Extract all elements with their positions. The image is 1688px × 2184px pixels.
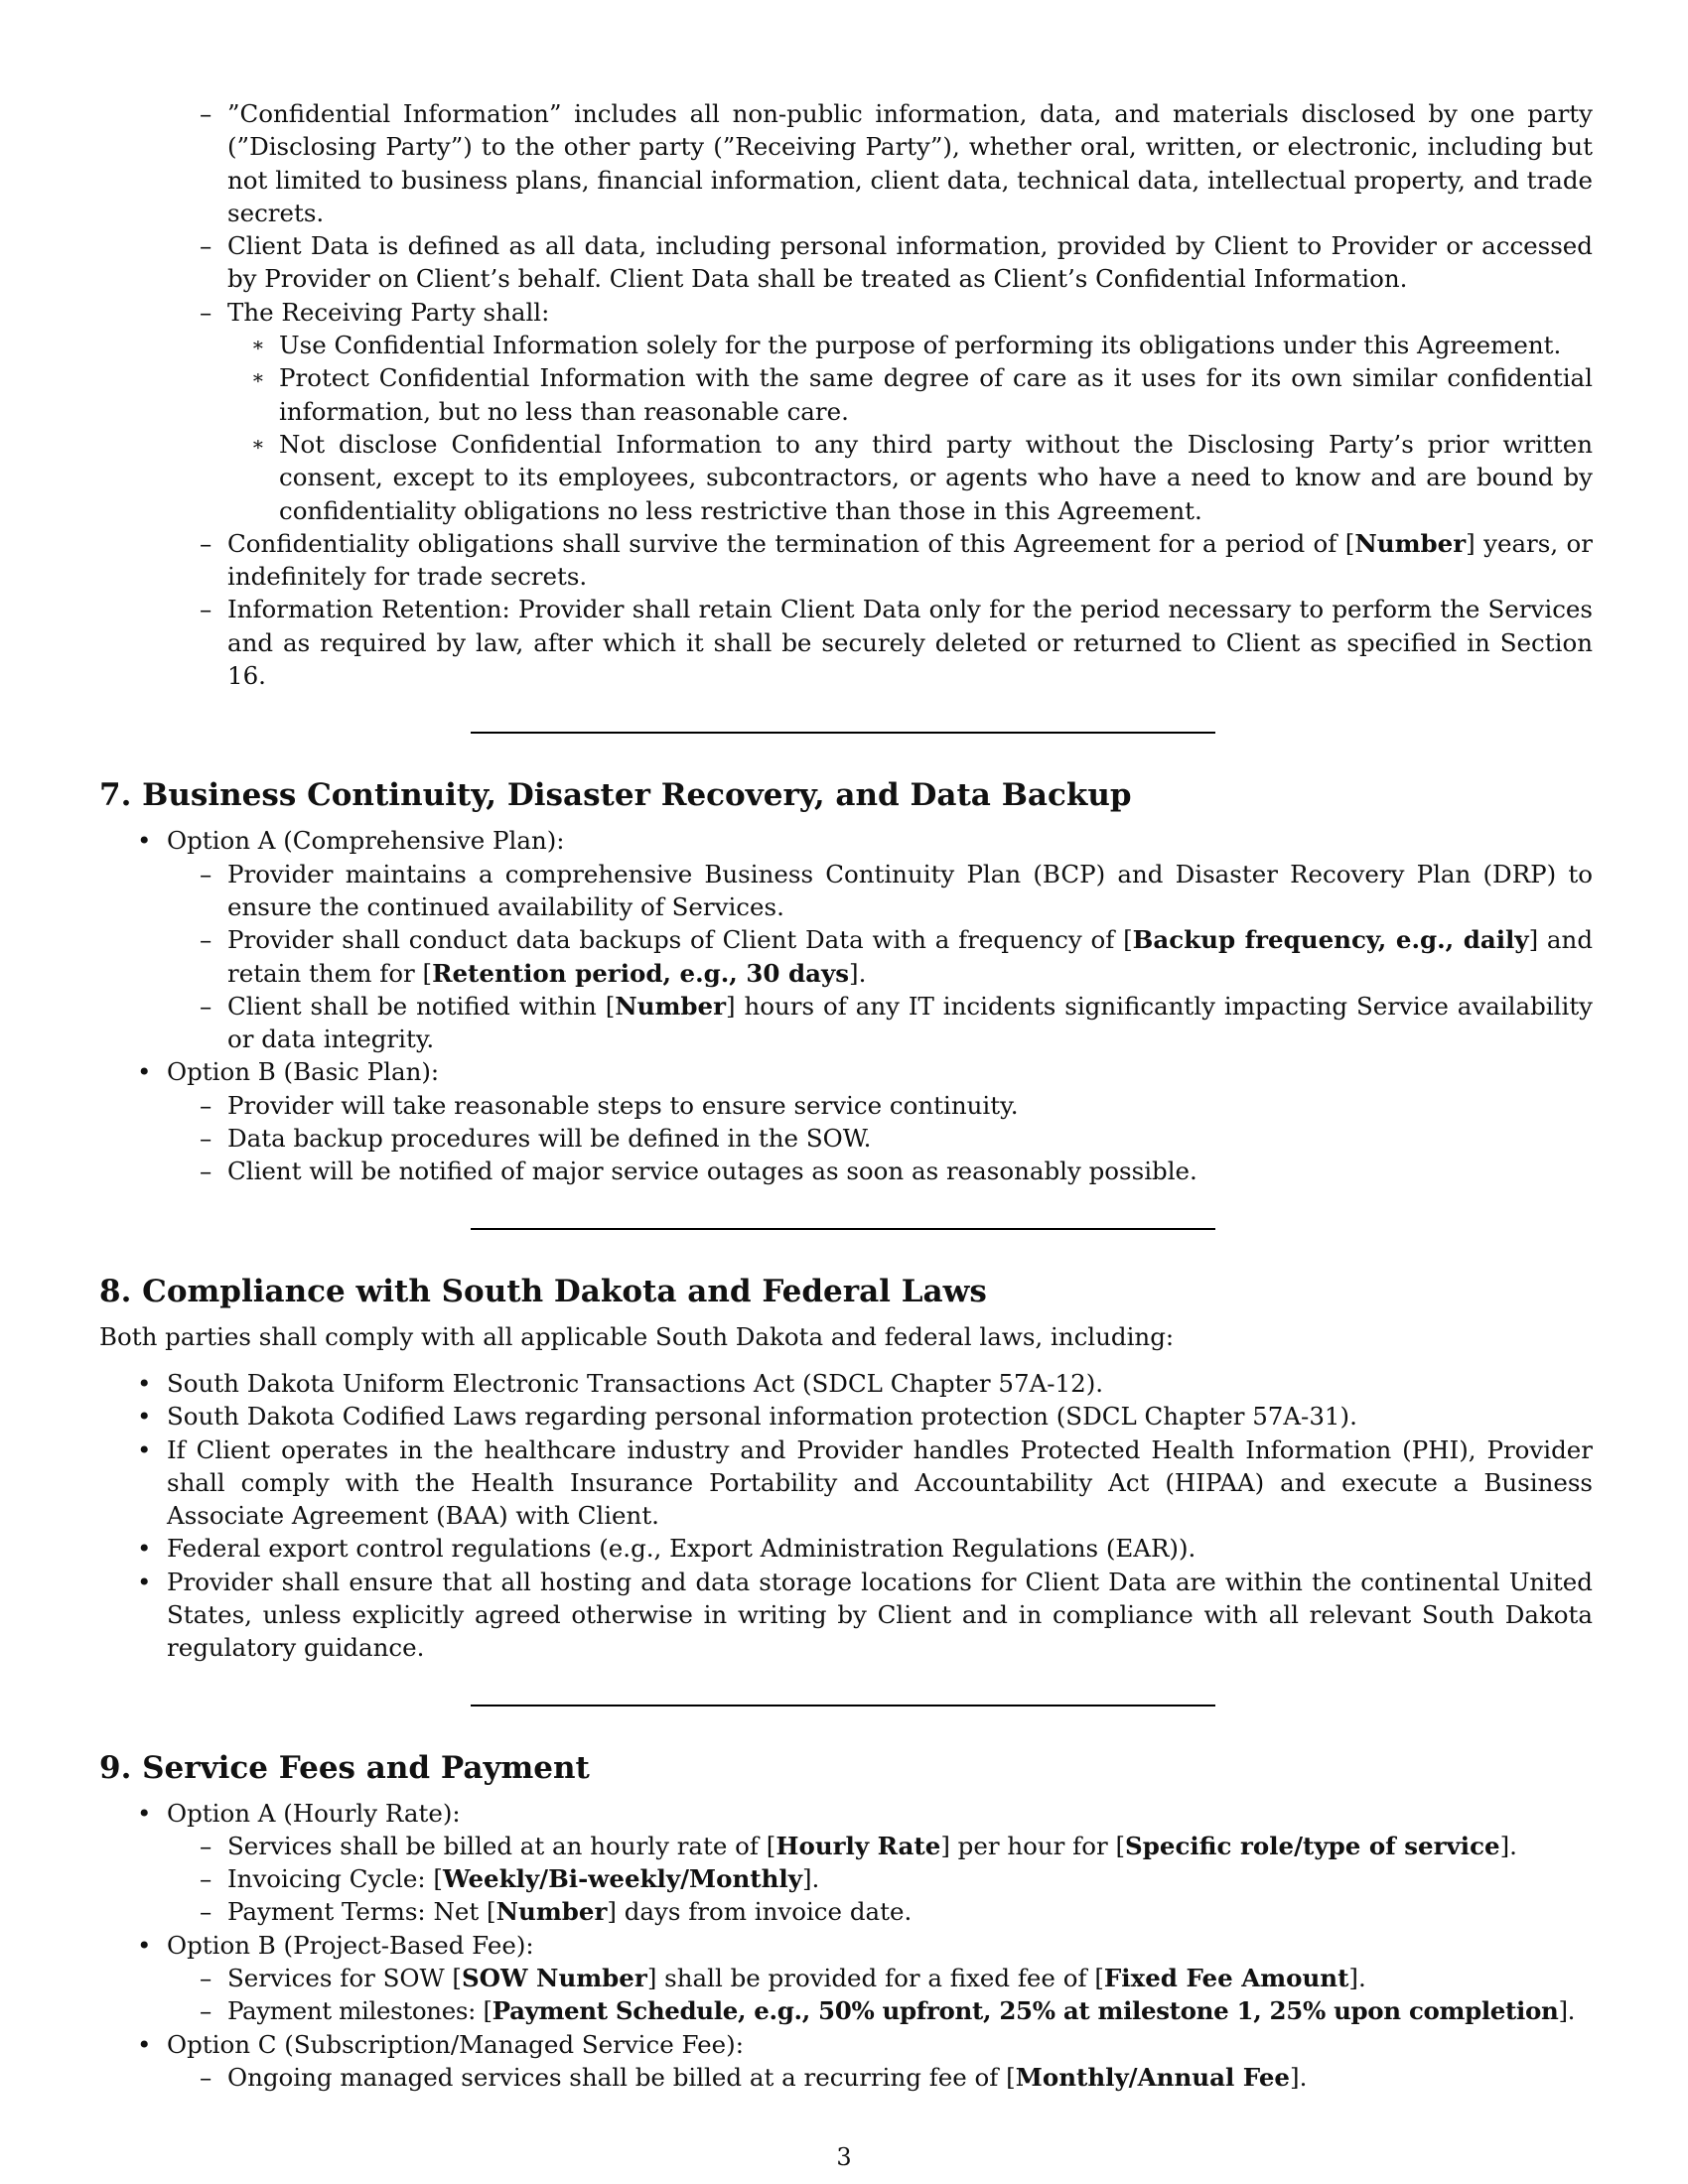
placeholder-field: Monthly/Annual Fee	[1015, 2062, 1291, 2092]
text-run: Invoicing Cycle: [	[227, 1864, 443, 1894]
list-item	[99, 296, 1593, 329]
text-run: ].	[1499, 1831, 1517, 1860]
option-label: Option A (Hourly Rate):	[167, 1798, 461, 1828]
spacer	[99, 1353, 1593, 1367]
list-item	[99, 923, 1593, 990]
list-item	[99, 1433, 1593, 1533]
text-run: Services for SOW [	[227, 1964, 462, 1993]
text-run: ] hours of any IT incidents significantly impacting Service availability or data integrity.	[227, 991, 1594, 1054]
text-run: Ongoing managed services shall be billed at a recurring fee of [	[227, 2062, 1016, 2092]
list-item-text: Provider shall ensure that all hosting and data storage locations for Client Data are within the continental United States, unless explicitly agreed otherwise in writing by Client and in compliance with all relevant South Dakota regulatory guidance.	[167, 1567, 1593, 1663]
text-run: Services shall be billed at an hourly rate of [	[227, 1831, 776, 1860]
sub-list-item	[99, 428, 1593, 527]
text-run: ].	[801, 1864, 820, 1894]
list-item	[99, 1862, 1593, 1895]
list-item	[99, 1895, 1593, 1928]
placeholder-field: Number	[615, 991, 727, 1021]
text-run: Payment Terms: Net [	[227, 1897, 496, 1927]
text-run: Payment milestones: [	[227, 1996, 492, 2026]
list-item	[99, 1122, 1593, 1155]
section-intro: Both parties shall comply with all applicable South Dakota and federal laws, including:	[99, 1321, 1175, 1351]
list-item	[99, 1089, 1593, 1122]
list-item-text: Client Data is defined as all data, including personal information, provided by Client to Provider or accessed by Provider on Client’s behalf. Client Data shall be treated as Client’s Confidential Information.	[227, 231, 1593, 294]
section-heading: 9. Service Fees and Payment	[99, 1749, 590, 1786]
text-run: ].	[1558, 1996, 1576, 2026]
list-item	[99, 824, 1593, 857]
list-item-text: Provider maintains a comprehensive Business Continuity Plan (BCP) and Disaster Recovery Plan (DRP) to ensure the continued availability of Services.	[227, 859, 1593, 921]
list-item	[99, 1566, 1593, 1665]
text-run: ] days from invoice date.	[607, 1897, 913, 1927]
text-run: ].	[1290, 2062, 1308, 2092]
list-item-text: Data backup procedures will be defined in the SOW.	[227, 1124, 872, 1154]
placeholder-field: SOW Number	[461, 1964, 647, 1993]
placeholder-field: Weekly/Bi-weekly/Monthly	[442, 1864, 802, 1894]
list-item	[99, 1155, 1593, 1187]
sub-list-item	[99, 329, 1593, 361]
sub-list-item-text: Not disclose Confidential Information to any third party without the Disclosing Party’s prior written consent, except to its employees, subcontractors, or agents who have a need to know and are bound by confidentiality obligations no less restrictive than those in this Agreement.	[279, 429, 1593, 525]
list-item-text: The Receiving Party shall:	[227, 297, 550, 327]
list-item-text: South Dakota Codified Laws regarding personal information protection (SDCL Chapter 57A-31).	[167, 1402, 1357, 1432]
section-divider	[471, 1228, 1215, 1230]
list-item	[99, 593, 1593, 692]
option-label: Option A (Comprehensive Plan):	[167, 826, 565, 856]
list-item	[99, 1532, 1593, 1565]
sub-list-item	[99, 361, 1593, 428]
list-item	[99, 527, 1593, 594]
placeholder-field: Number	[495, 1897, 608, 1927]
page-number: 3	[836, 2143, 852, 2171]
list-item	[99, 1367, 1593, 1400]
text-run: ].	[1348, 1964, 1366, 1993]
option-label: Option B (Project-Based Fee):	[167, 1930, 534, 1960]
text-run: ] years, or indefinitely for trade secrets.	[227, 528, 1593, 592]
list-item	[99, 1830, 1593, 1862]
list-item-text: Federal export control regulations (e.g., Export Administration Regulations (EAR)).	[167, 1534, 1196, 1564]
list-item-text: Provider will take reasonable steps to ensure service continuity.	[227, 1090, 1019, 1120]
list-item	[99, 1055, 1593, 1088]
list-item-text: ”Confidential Information” includes all non-public information, data, and materials disclosed by one party (”Disclosing Party”) to the other party (”Receiving Party”), whether oral, written, or electronic, including but not limited to business plans, financial information, client data, technical data, intellectual property, and trade secrets.	[227, 99, 1593, 227]
list-item	[99, 1929, 1593, 1962]
document-page	[99, 97, 1593, 2094]
list-item	[99, 1797, 1593, 1830]
placeholder-field: Hourly Rate	[775, 1831, 941, 1860]
list-item-text: Information Retention: Provider shall retain Client Data only for the period necessary to perform the Services and as required by law, after which it shall be securely deleted or returned to Client as specified in Section 16.	[227, 595, 1593, 691]
list-item	[99, 858, 1593, 924]
list-item-text: If Client operates in the healthcare industry and Provider handles Protected Health Information (PHI), Provider shall comply with the Health Insurance Portability and Accountability Act (HIPAA) and execute a Business Associate Agreement (BAA) with Client.	[167, 1434, 1593, 1531]
list-item	[99, 1962, 1593, 1994]
list-item	[99, 1994, 1593, 2027]
list-item-text: Client will be notified of major service outages as soon as reasonably possible.	[227, 1157, 1197, 1186]
text-run: Confidentiality obligations shall survive the termination of this Agreement for a period of [	[227, 528, 1355, 558]
placeholder-field: Backup frequency, e.g., daily	[1132, 925, 1529, 955]
text-run: ] and retain them for [	[227, 925, 1594, 988]
section-heading: 7. Business Continuity, Disaster Recovery, and Data Backup	[99, 777, 1132, 814]
list-item	[99, 2028, 1593, 2061]
text-run: Provider shall conduct data backups of Client Data with a frequency of [	[227, 925, 1133, 955]
sub-list-item-text: Use Confidential Information solely for the purpose of performing its obligations under this Agreement.	[279, 331, 1562, 360]
section-divider	[471, 1705, 1215, 1706]
list-item	[99, 229, 1593, 296]
placeholder-field: Retention period, e.g., 30 days	[432, 958, 850, 988]
text-run: Client shall be notified within [	[227, 991, 616, 1021]
list-item	[99, 990, 1593, 1056]
text-run: ] shall be provided for a fixed fee of [	[646, 1964, 1104, 1993]
list-item-text: South Dakota Uniform Electronic Transactions Act (SDCL Chapter 57A-12).	[167, 1368, 1104, 1398]
text-run: ] per hour for [	[940, 1831, 1126, 1860]
sub-list-item-text: Protect Confidential Information with the same degree of care as it uses for its own similar confidential information, but no less than reasonable care.	[279, 363, 1593, 426]
option-label: Option C (Subscription/Managed Service Fee):	[167, 2029, 744, 2059]
list-item	[99, 1400, 1593, 1433]
placeholder-field: Number	[1354, 528, 1467, 558]
list-item	[99, 2061, 1593, 2094]
text-run: ].	[849, 958, 867, 988]
list-item	[99, 97, 1593, 229]
section-divider	[471, 732, 1215, 734]
placeholder-field: Payment Schedule, e.g., 50% upfront, 25% at milestone 1, 25% upon completion	[492, 1996, 1559, 2026]
section-heading: 8. Compliance with South Dakota and Federal Laws	[99, 1273, 987, 1309]
option-label: Option B (Basic Plan):	[167, 1057, 440, 1087]
placeholder-field: Fixed Fee Amount	[1103, 1964, 1349, 1993]
placeholder-field: Specific role/type of service	[1125, 1831, 1500, 1860]
